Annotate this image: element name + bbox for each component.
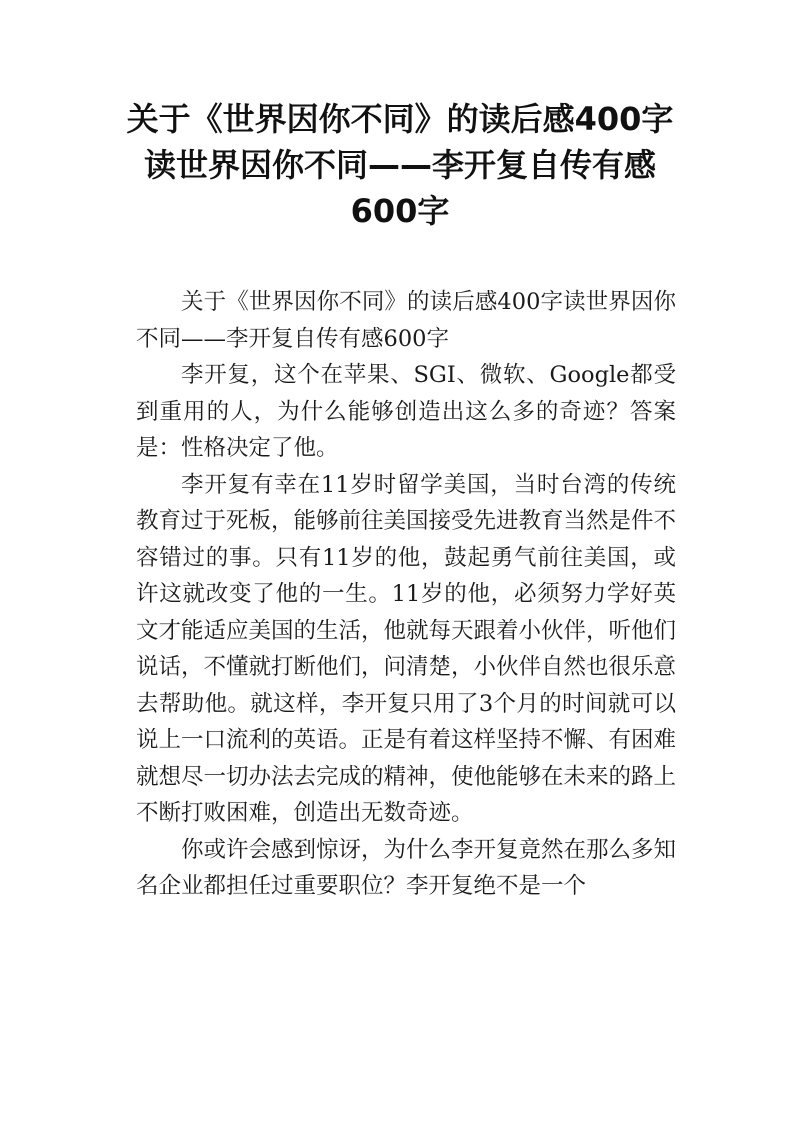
paragraph-surprise: 你或许会感到惊讶，为什么李开复竟然在那么多知名企业都担任过重要职位？李开复绝不是一个: [136, 836, 677, 899]
paragraph-question: 李开复，这个在苹果、SGI、微软、Google都受到重用的人，为什么能够创造出这么多的奇迹？答案是：性格决定了他。: [136, 362, 676, 461]
document-body: [136, 284, 676, 905]
paragraph-intro: 关于《世界因你不同》的读后感400字读世界因你不同——李开复自传有感600字: [136, 289, 676, 352]
paragraph-story: 李开复有幸在11岁时留学美国，当时台湾的传统教育过于死板，能够前往美国接受先进教育当然是件不容错过的事。只有11岁的他，鼓起勇气前往美国，或许这就改变了他的一生。11岁的他，必须努力学好英文才能适应美国的生活，他就每天跟着小伙伴，听他们说话，不懂就打断他们，问清楚，小伙伴自然也很乐意去帮助他。就这样，李开复只用了3个月的时间就可以说上一口流利的英语。正是有着这样坚持不懈、有困难就想尽一切办法去完成的精神，使他能够在未来的路上不断打败困难，创造出无数奇迹。: [136, 471, 677, 826]
document-title: 关于《世界因你不同》的读后感400字读世界因你不同——李开复自传有感600字: [126, 100, 674, 230]
